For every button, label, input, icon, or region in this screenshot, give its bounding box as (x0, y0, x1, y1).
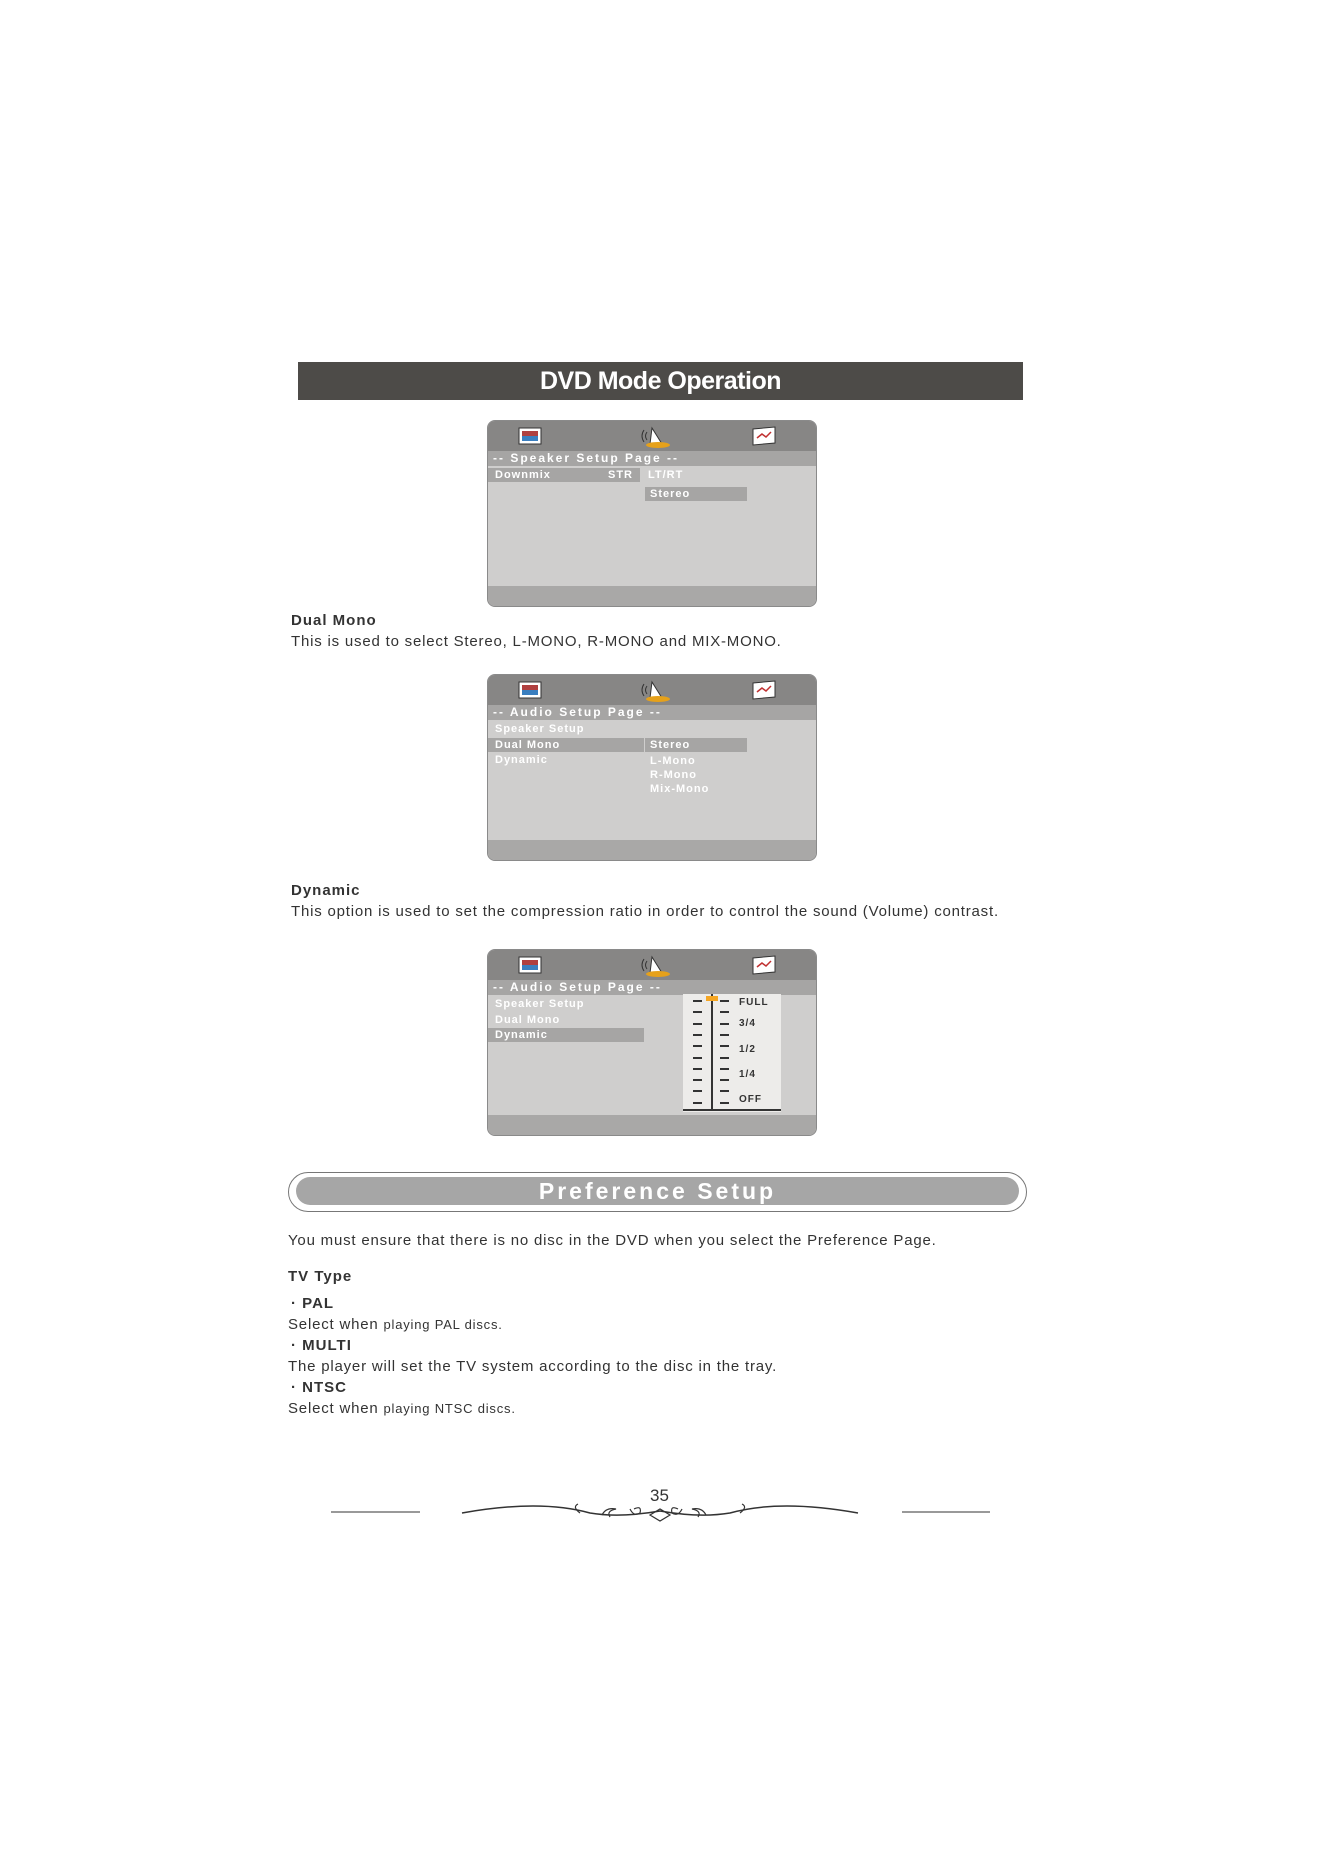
tv-type-name: MULTI (302, 1337, 352, 1354)
menu-item-value: STR (608, 469, 633, 481)
tv-type-multi-desc: The player will set the TV system according to the disc in the tray. (288, 1358, 778, 1375)
menu-item-dynamic[interactable]: Dynamic (495, 754, 548, 766)
bullet: · (291, 1379, 297, 1396)
osd-footer-bar (488, 586, 816, 606)
option-mix-mono[interactable]: Mix-Mono (650, 783, 710, 795)
osd-footer-bar (488, 1115, 816, 1135)
tv-type-ntsc (291, 1379, 347, 1396)
dynamic-level-slider[interactable] (683, 994, 781, 1112)
tv-type-multi (291, 1337, 352, 1354)
osd-icon-bar (488, 950, 816, 980)
bullet: · (291, 1337, 297, 1354)
tv-type-pal (291, 1295, 334, 1312)
slider-tick (693, 1079, 702, 1081)
preference-icon (750, 426, 778, 446)
level-quarter: 1/4 (739, 1069, 756, 1080)
level-three-quarter: 3/4 (739, 1018, 756, 1029)
picture-icon (518, 955, 542, 975)
slider-tick (720, 1045, 729, 1047)
dual-mono-description: This is used to select Stereo, L-MONO, R-MONO and MIX-MONO. (291, 633, 782, 650)
speaker-icon (638, 426, 672, 448)
slider-tick (720, 1000, 729, 1002)
slider-tick (693, 1068, 702, 1070)
level-half: 1/2 (739, 1044, 756, 1055)
speaker-icon (638, 955, 672, 977)
option-r-mono[interactable]: R-Mono (650, 769, 697, 781)
preference-icon (750, 680, 778, 700)
speaker-icon (638, 680, 672, 702)
menu-item-dynamic[interactable]: Dynamic (488, 1028, 644, 1042)
dual-mono-heading: Dual Mono (291, 612, 377, 629)
menu-item-downmix[interactable] (488, 468, 640, 482)
option-stereo[interactable]: Stereo (645, 738, 747, 752)
slider-baseline (683, 1109, 781, 1111)
desc-lead: Select when (288, 1316, 379, 1333)
osd-footer-bar (488, 840, 816, 860)
dynamic-heading: Dynamic (291, 882, 361, 899)
tv-type-name: PAL (302, 1295, 335, 1312)
preference-icon (750, 955, 778, 975)
slider-tick (720, 1090, 729, 1092)
osd-audio-setup-dual-mono (487, 674, 817, 861)
level-off: OFF (739, 1094, 762, 1105)
option-lt-rt[interactable]: LT/RT (648, 469, 684, 481)
slider-tick (693, 1090, 702, 1092)
slider-track (711, 994, 713, 1110)
preference-intro: You must ensure that there is no disc in the DVD when you select the Preference Page. (288, 1232, 937, 1249)
menu-item-label: Downmix (495, 469, 551, 481)
slider-tick (693, 1000, 702, 1002)
desc-rest: playing PAL discs. (383, 1317, 503, 1332)
bullet: · (291, 1295, 297, 1312)
desc-lead: Select when (288, 1400, 379, 1417)
slider-tick (720, 1034, 729, 1036)
osd-speaker-setup (487, 420, 817, 607)
dynamic-description: This option is used to set the compression ratio in order to control the sound (Volume) contrast. (291, 903, 999, 920)
slider-tick (720, 1023, 729, 1025)
page-number: 35 (650, 1486, 669, 1505)
osd-page-title: -- Speaker Setup Page -- (488, 451, 816, 466)
slider-tick (693, 1011, 702, 1013)
slider-tick (693, 1023, 702, 1025)
picture-icon (518, 680, 542, 700)
tv-type-ntsc-desc (288, 1400, 516, 1417)
osd-page-title: -- Audio Setup Page -- (488, 980, 816, 995)
menu-item-dual-mono[interactable]: Dual Mono (495, 1014, 561, 1026)
preference-banner (296, 1177, 1019, 1205)
osd-icon-bar (488, 675, 816, 705)
slider-tick (720, 1079, 729, 1081)
osd-audio-setup-dynamic (487, 949, 817, 1136)
level-full: FULL (739, 997, 769, 1008)
slider-tick (720, 1102, 729, 1104)
tv-type-name: NTSC (302, 1379, 348, 1396)
option-l-mono[interactable]: L-Mono (650, 755, 696, 767)
menu-item-speaker-setup[interactable]: Speaker Setup (495, 998, 585, 1010)
osd-icon-bar (488, 421, 816, 451)
slider-tick (693, 1034, 702, 1036)
menu-item-dual-mono[interactable]: Dual Mono (488, 738, 644, 752)
menu-item-speaker-setup[interactable]: Speaker Setup (495, 723, 585, 735)
slider-tick (720, 1068, 729, 1070)
picture-icon (518, 426, 542, 446)
tv-type-heading: TV Type (288, 1268, 353, 1285)
desc-rest: playing NTSC discs. (383, 1401, 516, 1416)
slider-marker[interactable] (706, 996, 718, 1001)
preference-title: Preference Setup (538, 1177, 777, 1204)
section-title: DVD Mode Operation (539, 366, 781, 395)
option-stereo[interactable]: Stereo (645, 487, 747, 501)
osd-page-title: -- Audio Setup Page -- (488, 705, 816, 720)
slider-tick (693, 1057, 702, 1059)
tv-type-pal-desc (288, 1316, 503, 1333)
section-header (298, 362, 1023, 400)
slider-tick (693, 1045, 702, 1047)
slider-tick (693, 1102, 702, 1104)
slider-tick (720, 1011, 729, 1013)
slider-tick (720, 1057, 729, 1059)
